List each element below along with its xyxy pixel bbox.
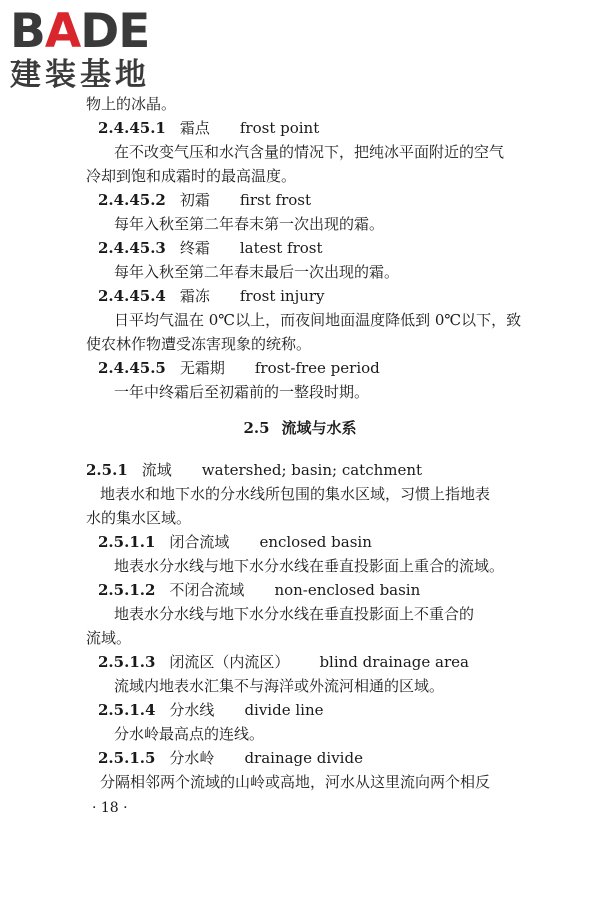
term-chinese: 终霜 — [179, 239, 210, 257]
term-number: 2.4.45.5 — [98, 359, 166, 377]
term-number: 2.4.45.1 — [98, 119, 166, 137]
term-english: watershed; basin; catchment — [201, 461, 423, 479]
page-number: · 18 · — [92, 800, 128, 816]
definition-paragraph: 每年入秋至第二年春末最后一次出现的霜。 — [114, 263, 400, 281]
definition-paragraph: 地表水和地下水的分水线所包围的集水区域，习惯上指地表 — [100, 485, 491, 503]
section-title: 流域与水系 — [281, 419, 357, 437]
term-chinese: 分水线 — [169, 701, 215, 719]
term-english: blind drainage area — [319, 653, 469, 671]
term-number: 2.4.45.3 — [98, 239, 166, 257]
term-chinese: 无霜期 — [179, 359, 225, 377]
term-number: 2.5.1.2 — [98, 581, 156, 599]
term-entry — [0, 189, 600, 211]
term-entry — [0, 579, 600, 601]
term-english: non-enclosed basin — [274, 581, 421, 599]
term-number: 2.4.45.2 — [98, 191, 166, 209]
paragraph-continuation: 水的集水区域。 — [86, 509, 192, 527]
term-entry — [0, 357, 600, 379]
term-number: 2.4.45.4 — [98, 287, 166, 305]
definition-paragraph: 流域内地表水汇集不与海洋或外流河相通的区域。 — [114, 677, 445, 695]
term-english: first frost — [239, 191, 312, 209]
term-chinese: 霜点 — [179, 119, 210, 137]
logo-chinese-text: 建装基地 — [10, 57, 150, 93]
paragraph-continuation: 物上的冰晶。 — [86, 95, 177, 113]
paragraph-continuation: 冷却到饱和成霜时的最高温度。 — [86, 167, 297, 185]
definition-paragraph: 地表水分水线与地下水分水线在垂直投影面上重合的流域。 — [114, 557, 505, 575]
term-number: 2.5.1.4 — [98, 701, 156, 719]
definition-paragraph: 日平均气温在 0℃以上，而夜间地面温度降低到 0℃以下，致 — [114, 311, 522, 329]
term-number: 2.5.1.1 — [98, 533, 156, 551]
term-chinese: 分水岭 — [169, 749, 215, 767]
term-entry — [0, 699, 600, 721]
term-entry — [0, 237, 600, 259]
definition-paragraph: 地表水分水线与地下水分水线在垂直投影面上不重合的 — [114, 605, 475, 623]
definition-paragraph: 一年中终霜后至初霜前的一整段时期。 — [114, 383, 370, 401]
term-chinese: 初霜 — [179, 191, 210, 209]
term-chinese: 闭流区（内流区） — [169, 653, 290, 671]
paragraph-continuation: 使农林作物遭受冻害现象的统称。 — [86, 335, 312, 353]
term-english: divide line — [244, 701, 324, 719]
term-english: latest frost — [239, 239, 323, 257]
term-english: drainage divide — [244, 749, 363, 767]
term-number: 2.5.1 — [86, 461, 128, 479]
term-entry — [0, 285, 600, 307]
term-english: frost-free period — [254, 359, 380, 377]
term-number: 2.5.1.5 — [98, 749, 156, 767]
term-entry — [0, 117, 600, 139]
term-entry — [0, 459, 600, 481]
term-entry — [0, 747, 600, 769]
logo-wordmark: BADE — [10, 4, 150, 59]
definition-paragraph: 分水岭最高点的连线。 — [114, 725, 265, 743]
paragraph-continuation: 流域。 — [86, 629, 132, 647]
term-english: frost injury — [239, 287, 325, 305]
term-chinese: 不闭合流域 — [169, 581, 245, 599]
term-number: 2.5.1.3 — [98, 653, 156, 671]
term-chinese: 闭合流域 — [169, 533, 230, 551]
term-english: frost point — [239, 119, 320, 137]
section-number: 2.5 — [243, 419, 270, 437]
term-entry — [0, 651, 600, 673]
definition-paragraph: 分隔相邻两个流域的山岭或高地，河水从这里流向两个相反 — [100, 773, 491, 791]
definition-paragraph: 在不改变气压和水汽含量的情况下，把纯冰平面附近的空气 — [114, 143, 505, 161]
bade-logo — [10, 6, 180, 92]
section-heading — [0, 417, 600, 439]
term-entry — [0, 531, 600, 553]
term-chinese: 流域 — [141, 461, 172, 479]
term-chinese: 霜冻 — [179, 287, 210, 305]
definition-paragraph: 每年入秋至第二年春末第一次出现的霜。 — [114, 215, 385, 233]
term-english: enclosed basin — [259, 533, 372, 551]
